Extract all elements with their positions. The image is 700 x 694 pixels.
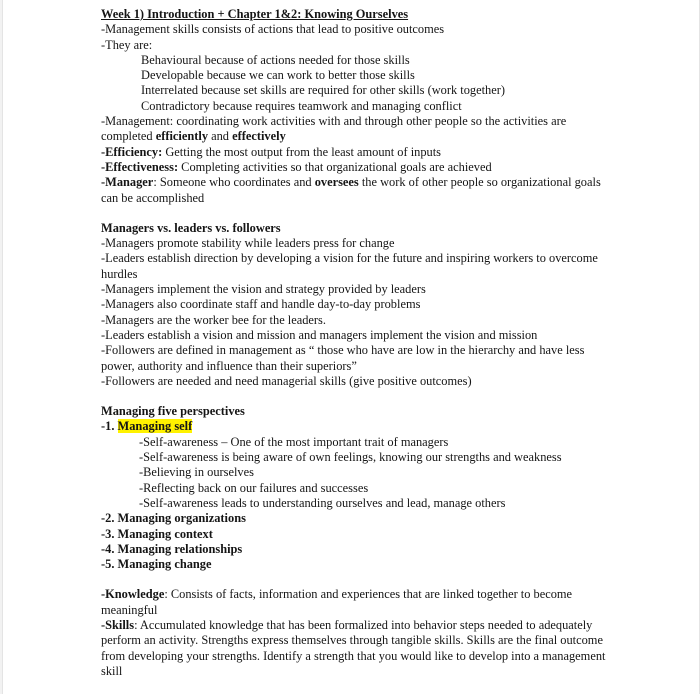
perspective-item: -5. Managing change — [101, 557, 212, 572]
highlighted-text: Managing self — [117, 419, 193, 434]
effectiveness-definition: -Effectiveness: Completing activities so that organizational goals are achieved — [101, 159, 492, 174]
section-heading: Managing five perspectives — [101, 404, 245, 419]
trait-item: Developable because we can work to better those skills — [141, 68, 415, 83]
self-point: -Self-awareness is being aware of own feelings, knowing our strengths and weakness — [139, 450, 562, 465]
list-item: -Managers implement the vision and strategy provided by leaders — [101, 282, 426, 297]
list-item: -Followers are needed and need managerial skills (give positive outcomes) — [101, 373, 472, 388]
list-item: -Managers are the worker bee for the leaders. — [101, 312, 326, 327]
spacer — [101, 206, 611, 221]
list-item: -Managers promote stability while leaders press for change — [101, 236, 395, 251]
list-item: -Leaders establish direction by developing a vision for the future and inspiring workers to overcome hurdles — [101, 251, 598, 281]
list-item: -Leaders establish a vision and mission and managers implement the vision and mission — [101, 327, 538, 342]
self-point: -Self-awareness – One of the most important trait of managers — [139, 434, 449, 449]
knowledge-definition: -Knowledge: Consists of facts, information and experiences that are linked together to become meaningful — [101, 587, 573, 617]
intro-line: -Management skills consists of actions that lead to positive outcomes — [101, 22, 445, 37]
efficiency-definition: -Efficiency: Getting the most output from the least amount of inputs — [101, 144, 442, 159]
intro-line: -They are: — [101, 37, 153, 52]
trait-item: Behavioural because of actions needed for those skills — [141, 52, 410, 67]
self-point: -Self-awareness leads to understanding ourselves and lead, manage others — [139, 495, 506, 510]
week-title: Week 1) Introduction + Chapter 1&2: Knowing Ourselves — [101, 7, 409, 21]
trait-item: Contradictory because requires teamwork and managing conflict — [141, 98, 462, 113]
list-item: -Managers also coordinate staff and handle day-to-day problems — [101, 297, 421, 312]
section-heading: Managers vs. leaders vs. followers — [101, 220, 281, 235]
spacer — [101, 572, 611, 587]
skills-definition: -Skills: Accumulated knowledge that has been formalized into behavior steps needed to adequately perform an activity. Strengths express themselves through tangible skills. Skills are the final outcome from developing your strengths. Identify a strength that you would like to develop into a management skill — [101, 617, 606, 678]
perspective-item: -2. Managing organizations — [101, 511, 246, 526]
document-page — [2, 0, 700, 694]
management-definition: -Management: coordinating work activities with and through other people so the activities are completed efficiently and effectively — [101, 114, 567, 144]
spacer — [101, 389, 611, 404]
perspective-item: -1. Managing self — [101, 419, 193, 434]
perspective-item: -3. Managing context — [101, 526, 213, 541]
manager-definition: -Manager: Someone who coordinates and oversees the work of other people so organizational goals can be accomplished — [101, 175, 601, 205]
list-item: -Followers are defined in management as “ those who have are low in the hierarchy and have less power, authority and influence than their superiors” — [101, 343, 585, 373]
self-point: -Reflecting back on our failures and successes — [139, 480, 369, 495]
self-point: -Believing in ourselves — [139, 465, 254, 480]
trait-item: Interrelated because set skills are required for other skills (work together) — [141, 83, 506, 98]
perspective-item: -4. Managing relationships — [101, 541, 243, 556]
document-content — [101, 7, 611, 679]
